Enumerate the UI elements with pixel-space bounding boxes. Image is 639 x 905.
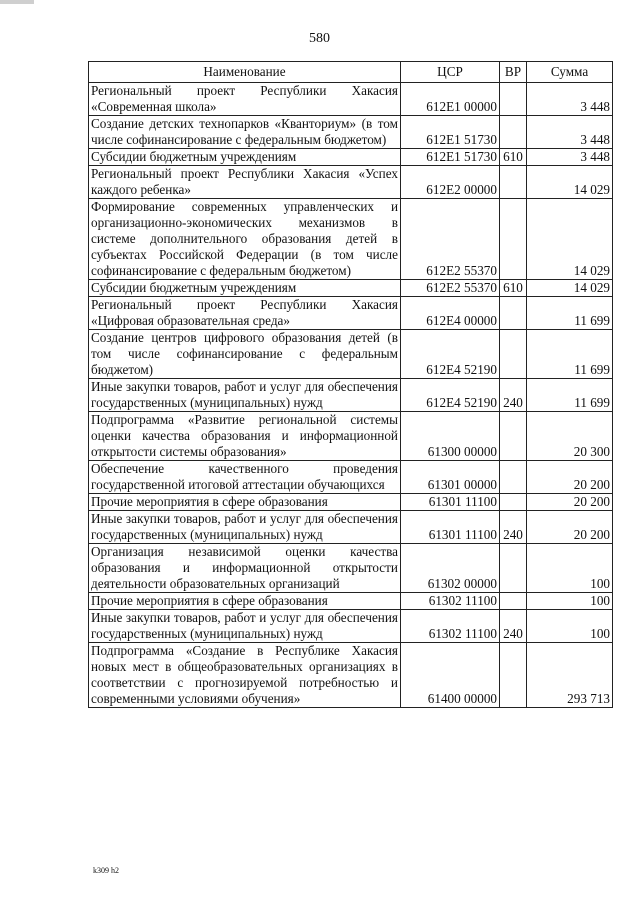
row-sum: 100 (527, 593, 613, 610)
row-name: Прочие мероприятия в сфере образования (89, 494, 401, 511)
row-name: Субсидии бюджетным учреждениям (89, 280, 401, 297)
table-row (89, 494, 613, 511)
row-vr: 240 (500, 610, 527, 643)
row-vr (500, 544, 527, 593)
table-row (89, 511, 613, 544)
row-vr (500, 593, 527, 610)
row-name: Подпрограмма «Развитие региональной системы оценки качества образования и информационной открытости системы образования» (89, 412, 401, 461)
row-name: Иные закупки товаров, работ и услуг для обеспечения государственных (муниципальных) нужд (89, 610, 401, 643)
row-vr (500, 297, 527, 330)
row-name: Иные закупки товаров, работ и услуг для обеспечения государственных (муниципальных) нужд (89, 511, 401, 544)
table-row (89, 83, 613, 116)
row-name: Региональный проект Республики Хакасия «Современная школа» (89, 83, 401, 116)
row-vr: 240 (500, 379, 527, 412)
row-sum: 11 699 (527, 297, 613, 330)
table-row (89, 166, 613, 199)
row-sum: 11 699 (527, 330, 613, 379)
row-name: Подпрограмма «Создание в Республике Хакасия новых мест в общеобразовательных организациях в соответствии с прогнозируемой потребностью и современными условиями обучения» (89, 643, 401, 708)
row-csr: 61301 00000 (401, 461, 500, 494)
row-name: Иные закупки товаров, работ и услуг для обеспечения государственных (муниципальных) нужд (89, 379, 401, 412)
row-sum: 100 (527, 610, 613, 643)
row-sum: 3 448 (527, 83, 613, 116)
row-vr (500, 643, 527, 708)
row-vr (500, 166, 527, 199)
row-name: Прочие мероприятия в сфере образования (89, 593, 401, 610)
row-csr: 612E1 00000 (401, 83, 500, 116)
budget-table (88, 61, 613, 708)
row-name: Формирование современных управленческих и организационно-экономических механизмов в системе дополнительного образования детей в субъектах Российской Федерации (в том числе софинансирование с федеральным бюджетом) (89, 199, 401, 280)
row-csr: 612E2 55370 (401, 199, 500, 280)
row-vr (500, 494, 527, 511)
row-csr: 61302 11100 (401, 610, 500, 643)
row-sum: 3 448 (527, 149, 613, 166)
row-sum: 100 (527, 544, 613, 593)
row-sum: 20 200 (527, 494, 613, 511)
row-vr (500, 412, 527, 461)
table-row (89, 297, 613, 330)
row-vr: 610 (500, 280, 527, 297)
row-csr: 612E4 52190 (401, 330, 500, 379)
table-row (89, 330, 613, 379)
table-row (89, 280, 613, 297)
row-vr: 610 (500, 149, 527, 166)
row-csr: 612E2 00000 (401, 166, 500, 199)
row-csr: 612E1 51730 (401, 149, 500, 166)
header-vr: ВР (500, 62, 527, 83)
row-name: Региональный проект Республики Хакасия «Успех каждого ребенка» (89, 166, 401, 199)
table-row (89, 149, 613, 166)
row-sum: 293 713 (527, 643, 613, 708)
table-header-row (89, 62, 613, 83)
row-csr: 612E4 00000 (401, 297, 500, 330)
table-row (89, 593, 613, 610)
row-vr (500, 116, 527, 149)
row-sum: 20 200 (527, 461, 613, 494)
row-name: Региональный проект Республики Хакасия «Цифровая образовательная среда» (89, 297, 401, 330)
row-sum: 20 200 (527, 511, 613, 544)
table-row (89, 544, 613, 593)
row-csr: 61302 11100 (401, 593, 500, 610)
table-row (89, 643, 613, 708)
header-sum: Сумма (527, 62, 613, 83)
row-name: Организация независимой оценки качества образования и информационной открытости деятельности образовательных организаций (89, 544, 401, 593)
table-row (89, 461, 613, 494)
row-sum: 14 029 (527, 280, 613, 297)
row-name: Создание детских технопарков «Кванториум» (в том числе софинансирование с федеральным бюджетом) (89, 116, 401, 149)
row-csr: 612E1 51730 (401, 116, 500, 149)
row-sum: 3 448 (527, 116, 613, 149)
row-sum: 20 300 (527, 412, 613, 461)
row-name: Субсидии бюджетным учреждениям (89, 149, 401, 166)
row-vr (500, 461, 527, 494)
row-csr: 612E2 55370 (401, 280, 500, 297)
scan-edge-mark (0, 0, 34, 4)
header-name: Наименование (89, 62, 401, 83)
table-row (89, 379, 613, 412)
row-csr: 61400 00000 (401, 643, 500, 708)
row-vr (500, 199, 527, 280)
table-row (89, 116, 613, 149)
row-name: Создание центров цифрового образования детей (в том числе софинансирование с федеральным бюджетом) (89, 330, 401, 379)
row-csr: 612E4 52190 (401, 379, 500, 412)
row-vr (500, 330, 527, 379)
row-name: Обеспечение качественного проведения государственной итоговой аттестации обучающихся (89, 461, 401, 494)
table-row (89, 199, 613, 280)
table-row (89, 412, 613, 461)
table-row (89, 610, 613, 643)
row-csr: 61301 11100 (401, 511, 500, 544)
row-sum: 14 029 (527, 166, 613, 199)
row-sum: 11 699 (527, 379, 613, 412)
row-csr: 61300 00000 (401, 412, 500, 461)
row-vr (500, 83, 527, 116)
row-vr: 240 (500, 511, 527, 544)
row-sum: 14 029 (527, 199, 613, 280)
row-csr: 61301 11100 (401, 494, 500, 511)
page-number: 580 (309, 31, 330, 46)
row-csr: 61302 00000 (401, 544, 500, 593)
document-code: k309 h2 (93, 866, 119, 875)
header-csr: ЦСР (401, 62, 500, 83)
